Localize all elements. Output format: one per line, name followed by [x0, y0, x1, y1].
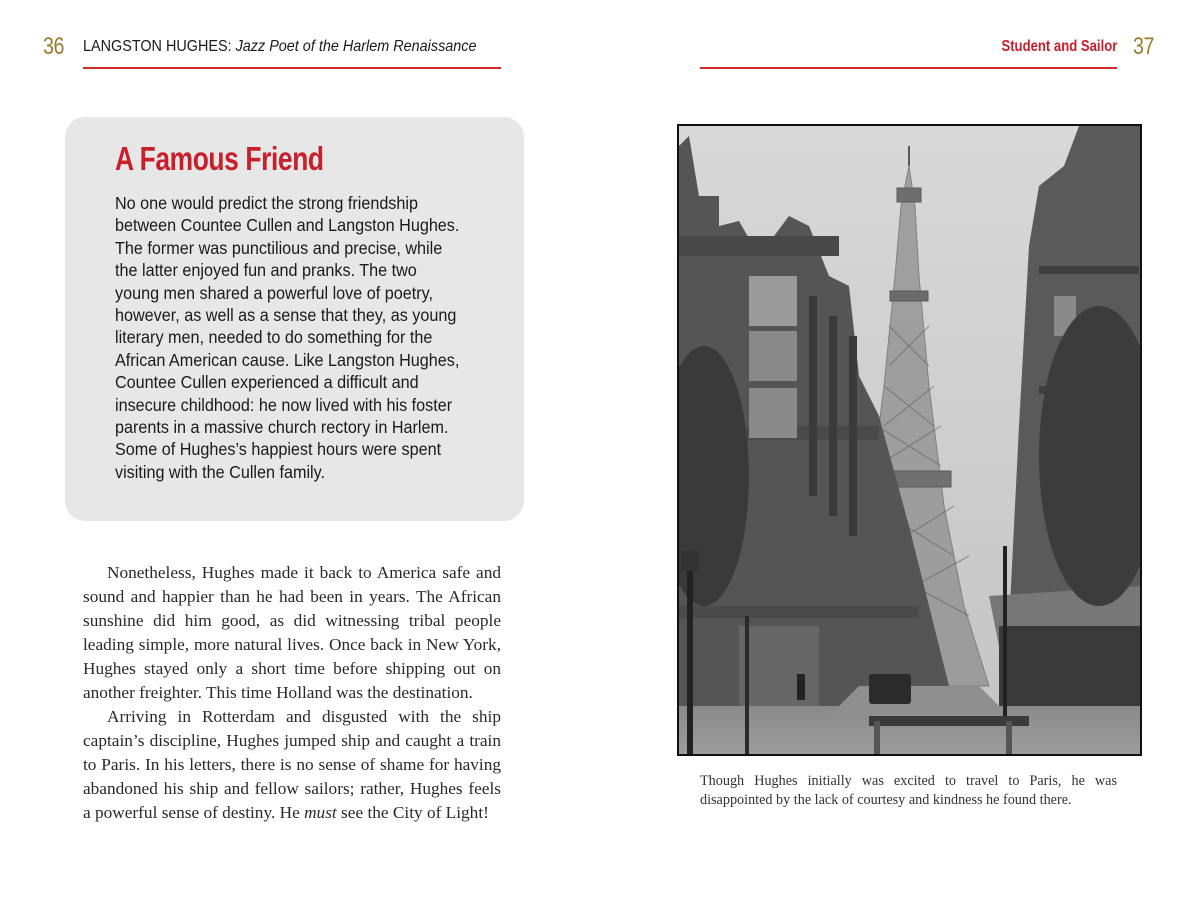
sidebar-line: literary men, needed to do something for the [115, 327, 433, 348]
lamp-post [1003, 546, 1007, 716]
book-title: LANGSTON HUGHES: [83, 38, 232, 55]
sidebar-line: African American cause. Like Langston Hughes, [115, 349, 460, 370]
body-line: another freighter. This time Holland was the destination. [83, 683, 473, 702]
photo-caption [700, 772, 1117, 810]
lamp-post [687, 566, 693, 754]
header-rule-left [83, 67, 501, 69]
body-line: abandoned his ship and fellow sailors; rather, Hughes feels [83, 779, 501, 798]
caption-line: disappointed by the lack of courtesy and kindness he found there. [700, 792, 1072, 808]
running-head-left [83, 38, 476, 56]
eiffel-tower-photo [677, 124, 1142, 756]
sidebar-line: however, as well as a sense that they, as young [115, 305, 457, 326]
sidebar-line: Countee Cullen experienced a difficult and [115, 372, 419, 393]
body-line: Arriving in Rotterdam and disgusted with the ship [107, 707, 501, 726]
sidebar-line: insecure childhood: he now lived with his foster [115, 394, 453, 415]
body-line-final [83, 801, 501, 825]
body-paragraph-2 [83, 705, 501, 825]
body-line: to Paris. In his letters, there is no sense of shame for having [83, 755, 501, 774]
page-number-left: 36 [43, 33, 65, 60]
sidebar-line: parents in a massive church rectory in Harlem. [115, 417, 449, 438]
sidebar-line: young men shared a powerful love of poetry, [115, 282, 433, 303]
sidebar-line: Some of Hughes’s happiest hours were spent [115, 439, 442, 460]
pedestrian [797, 674, 805, 700]
street-barrier [869, 716, 1029, 726]
sidebar-line: The former was punctilious and precise, while [115, 237, 443, 258]
body-line: sound and happier than he had been in years. The African [83, 587, 501, 606]
sidebar-line: visiting with the Cullen family. [115, 461, 326, 482]
running-head-right: Student and Sailor [1001, 38, 1117, 55]
sidebar-title: A Famous Friend [115, 140, 324, 177]
sidebar-line: the latter enjoyed fun and pranks. The two [115, 260, 417, 281]
body-line: sunshine did him good, as did witnessing tribal people [83, 611, 501, 630]
caption-line: Though Hughes initially was excited to travel to Paris, he was [700, 773, 1117, 789]
body-text-segment: a powerful sense of destiny. He [83, 803, 305, 822]
page-number-right: 37 [1133, 33, 1155, 60]
emphasis-text: must [304, 803, 337, 822]
sidebar-line: between Countee Cullen and Langston Hughes. [115, 215, 460, 236]
sidebar-body [115, 192, 535, 483]
vintage-car [869, 674, 911, 704]
body-text-segment: see the City of Light! [336, 803, 489, 822]
body-line: leading simple, more natural lives. Once back in New York, [83, 635, 501, 654]
body-line: Hughes stayed only a short time before shipping out on [83, 659, 501, 678]
header-rule-right [700, 67, 1117, 69]
book-subtitle: Jazz Poet of the Harlem Renaissance [235, 38, 477, 55]
body-line: captain’s discipline, Hughes jumped ship and caught a train [83, 731, 501, 750]
sidebar-line: No one would predict the strong friendship [115, 193, 418, 213]
body-line: Nonetheless, Hughes made it back to America safe and [107, 563, 501, 582]
body-paragraph-1 [83, 561, 501, 705]
photo-illustration [679, 126, 1140, 754]
